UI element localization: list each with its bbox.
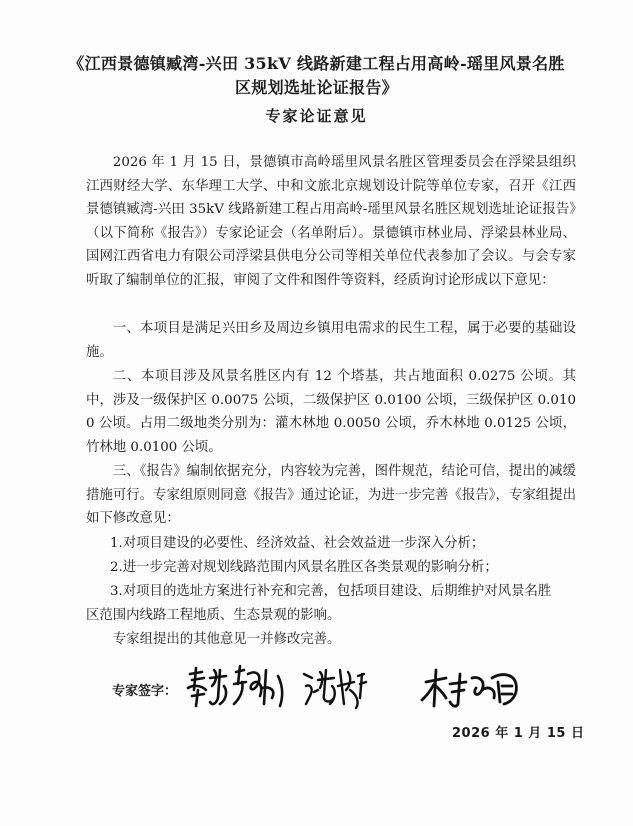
- document-title-line-2: 区规划选址论证报告》: [234, 78, 398, 97]
- intro-paragraph: 2026 年 1 月 15 日，景德镇市高岭瑶里风景名胜区管理委员会在浮梁县组织江西财经大学、东华理工大学、中和文旅北京规划设计院等单位专家，召开《江西景德镇臧湾-兴田 35kV 线路新建工程占用高岭-瑶里风景名胜区规划选址论证报告》（以下简称《报告》）专家论证会（名单附后）。景德镇市林业局、浮梁县林业局、国网江西省电力有限公司浮梁县供电分公司等相关单位代表参加了会议。与会专家听取了编制单位的汇报，审阅了文件和图件等资料，经质询讨论形成以下意见：: [86, 155, 576, 288]
- document-subtitle: 专家论证意见: [265, 107, 368, 125]
- revision-item-1: 1.对项目建设的必要性、经济效益、社会效益进一步深入分析；: [110, 536, 485, 551]
- revision-item-3-line-1: 3.对项目的选址方案进行补充和完善，包括项目建设、后期维护对风景名胜: [110, 584, 552, 599]
- expert-signature-3: [420, 664, 530, 710]
- expert-signature-1: [184, 660, 294, 712]
- closing-paragraph: 专家组提出的其他意见一并修改完善。: [112, 632, 341, 647]
- opinion-two-paragraph: 二、本项目涉及风景名胜区内有 12 个塔基，共占地面积 0.0275 公顷。其中，涉及一级保护区 0.0075 公顷，二级保护区 0.0100 公顷，三级保护区 0.0100 公顷。占用二级地类分别为：灌木林地 0.0050 公顷，乔木林地 0.0125 公顷，竹林地 0.0100 公顷。: [86, 369, 576, 455]
- revision-item-2: 2.进一步完善对规划线路范围内风景名胜区各类景观的影响分析；: [110, 560, 498, 575]
- document-title-line-1: 《江西景德镇臧湾-兴田 35kV 线路新建工程占用高岭-瑶里风景名胜: [68, 54, 565, 73]
- opinion-three-paragraph: 三、《报告》编制依据充分，内容较为完善，图件规范，结论可信，提出的减缓措施可行。专家组原则同意《报告》通过论证，为进一步完善《报告》，专家组提出如下修改意见：: [86, 464, 576, 526]
- expert-signature-2: [300, 664, 370, 712]
- document-date: 2026 年 1 月 15 日: [452, 726, 585, 741]
- opinion-one-paragraph: 一、本项目是满足兴田乡及周边乡镇用电需求的民生工程，属于必要的基础设施。: [86, 321, 576, 360]
- revision-item-3-line-2: 区范围内线路工程地质、生态景观的影响。: [86, 608, 341, 623]
- signature-label: 专家签字：: [112, 684, 178, 699]
